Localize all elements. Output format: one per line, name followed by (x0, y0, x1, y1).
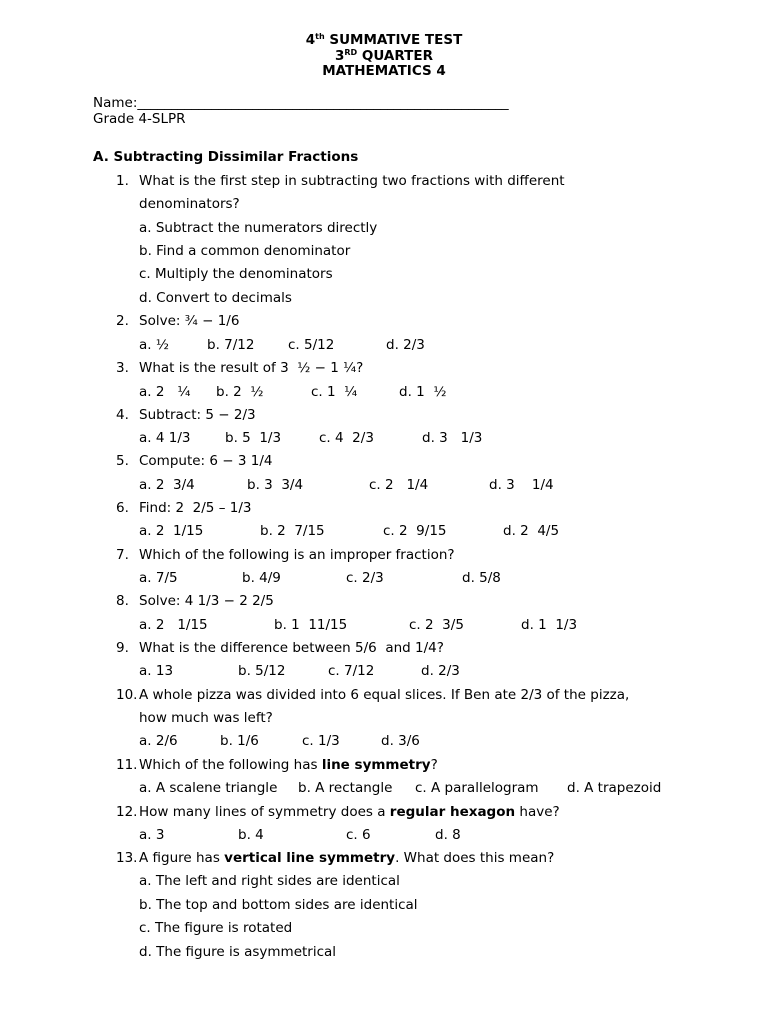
answer-option: c. 2 3/5 (409, 617, 464, 633)
answer-option: c. 4 2/3 (319, 430, 374, 446)
question-text: denominators? (139, 196, 240, 212)
answer-option: d. 1 1/3 (521, 617, 578, 633)
answer-option: c. 1 ¼ (311, 384, 358, 400)
emphasis-text: line symmetry (321, 757, 431, 773)
answer-option: c. A parallelogram (415, 780, 539, 796)
question-number: 13. (116, 850, 138, 866)
answer-option: c. 2 1/4 (369, 477, 429, 493)
answer-option: d. 5/8 (462, 570, 501, 586)
answer-option: b. 2 ½ (216, 384, 264, 400)
answer-option: b. 1 11/15 (274, 617, 348, 633)
answer-option: d. 3 1/3 (422, 430, 483, 446)
answer-option: d. A trapezoid (567, 780, 662, 796)
answer-option: d. 2 4/5 (503, 523, 560, 539)
answer-option: a. 2 3/4 (139, 477, 195, 493)
section-title: A. Subtracting Dissimilar Fractions (93, 149, 359, 165)
question-text: A whole pizza was divided into 6 equal slices. If Ben ate 2/3 of the pizza, (139, 687, 630, 703)
emphasis-text: regular hexagon (389, 804, 516, 820)
question-text: Solve: 4 1/3 − 2 2/5 (139, 593, 274, 609)
question-text: Which of the following is an improper fraction? (139, 547, 455, 563)
answer-option: a. 2/6 (139, 733, 178, 749)
question-text: What is the result of 3 ½ − 1 ¼? (139, 360, 364, 376)
answer-option: b. Find a common denominator (139, 243, 351, 259)
answer-option: c. Multiply the denominators (139, 266, 333, 282)
answer-option: a. 2 ¼ (139, 384, 191, 400)
answer-option: b. 5/12 (238, 663, 286, 679)
answer-option: b. 2 7/15 (260, 523, 325, 539)
question-text: Solve: ¾ − 1/6 (139, 313, 240, 329)
test-header (0, 33, 768, 80)
header-subject: MATHEMATICS 4 (322, 63, 446, 79)
question-number: 2. (116, 313, 129, 329)
answer-option: c. The figure is rotated (139, 920, 293, 936)
answer-option: c. 2/3 (346, 570, 384, 586)
question-text: A figure has vertical line symmetry. What does this mean? (139, 850, 555, 866)
answer-option: b. 4 (238, 827, 264, 843)
answer-option: a. 3 (139, 827, 165, 843)
question-text: Compute: 6 − 3 1/4 (139, 453, 273, 469)
answer-option: b. 1/6 (220, 733, 259, 749)
question-text: What is the first step in subtracting two fractions with different (139, 173, 565, 189)
answer-option: c. 5/12 (288, 337, 335, 353)
header-quarter: 3RD QUARTER (334, 47, 433, 64)
answer-option: a. A scalene triangle (139, 780, 278, 796)
answer-option: a. 4 1/3 (139, 430, 191, 446)
question-number: 1. (116, 173, 129, 189)
answer-option: b. A rectangle (298, 780, 393, 796)
question-number: 5. (116, 453, 129, 469)
question-text: Find: 2 2/5 – 1/3 (139, 500, 252, 516)
grade-label: Grade 4-SLPR (93, 111, 186, 127)
answer-option: a. Subtract the numerators directly (139, 220, 378, 236)
question-number: 3. (116, 360, 129, 376)
question-text: how much was left? (139, 710, 273, 726)
answer-option: a. 7/5 (139, 570, 178, 586)
answer-option: a. 13 (139, 663, 174, 679)
answer-option: b. 4/9 (242, 570, 281, 586)
answer-option: d. 8 (435, 827, 461, 843)
question-text: How many lines of symmetry does a regular hexagon have? (139, 804, 560, 820)
answer-option: c. 6 (346, 827, 371, 843)
header-title: 4th SUMMATIVE TEST (305, 32, 463, 48)
answer-option: d. Convert to decimals (139, 290, 292, 306)
answer-option: c. 2 9/15 (383, 523, 447, 539)
question-number: 8. (116, 593, 129, 609)
question-text: Subtract: 5 − 2/3 (139, 407, 256, 423)
answer-option: d. The figure is asymmetrical (139, 944, 337, 960)
answer-option: a. 2 1/15 (139, 523, 204, 539)
question-text: What is the difference between 5/6 and 1/4? (139, 640, 444, 656)
name-field[interactable]: Name:_______________________________________________________ (93, 95, 509, 111)
emphasis-text: vertical line symmetry (224, 850, 396, 866)
answer-option: d. 2/3 (386, 337, 425, 353)
answer-option: d. 2/3 (421, 663, 460, 679)
question-number: 6. (116, 500, 129, 516)
question-number: 7. (116, 547, 129, 563)
answer-option: d. 3/6 (381, 733, 420, 749)
question-number: 12. (116, 804, 138, 820)
answer-option: c. 1/3 (302, 733, 340, 749)
question-number: 4. (116, 407, 129, 423)
answer-option: a. ½ (139, 337, 169, 353)
question-number: 9. (116, 640, 129, 656)
answer-option: b. 7/12 (207, 337, 255, 353)
answer-option: a. 2 1/15 (139, 617, 208, 633)
answer-option: c. 7/12 (328, 663, 375, 679)
question-text: Which of the following has line symmetry? (139, 757, 438, 773)
answer-option: b. 3 3/4 (247, 477, 304, 493)
answer-option: a. The left and right sides are identical (139, 873, 400, 889)
answer-option: b. The top and bottom sides are identical (139, 897, 418, 913)
question-number: 10. (116, 687, 138, 703)
question-number: 11. (116, 757, 138, 773)
answer-option: b. 5 1/3 (225, 430, 282, 446)
answer-option: d. 1 ½ (399, 384, 447, 400)
answer-option: d. 3 1/4 (489, 477, 554, 493)
